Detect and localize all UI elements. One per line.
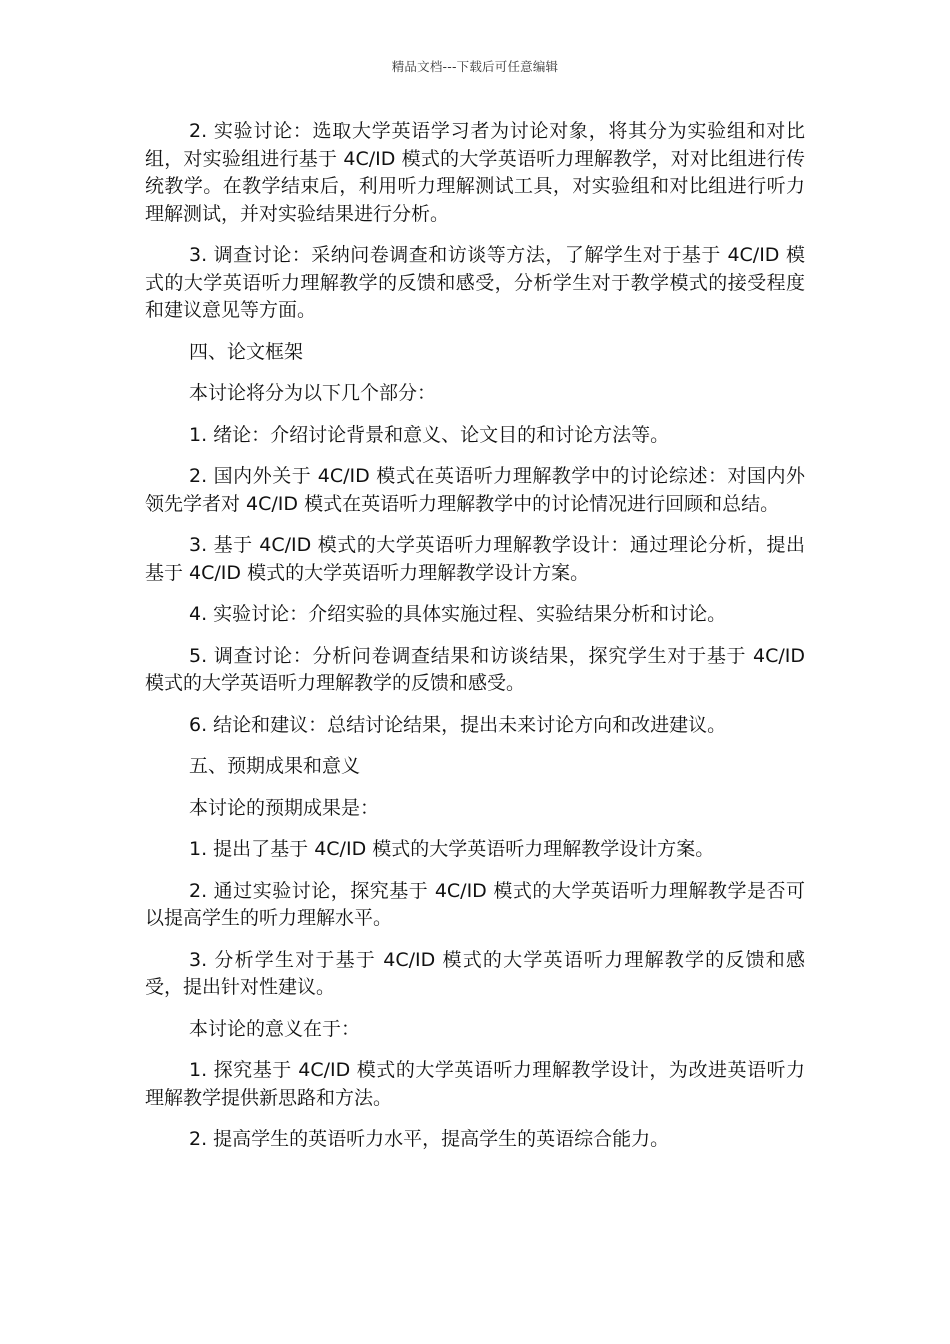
paragraph-experiment-study: 2. 实验讨论：选取大学英语学习者为讨论对象，将其分为实验组和对比组，对实验组进行基于 4C/ID 模式的大学英语听力理解教学，对对比组进行传统教学。在教学结束后，利用听力理解测试工具，对实验组和对比组进行听力理解测试，并对实验结果进行分析。 [145,120,805,225]
paragraph-survey-study: 3. 调查讨论：采纳问卷调查和访谈等方法，了解学生对于基于 4C/ID 模式的大学英语听力理解教学的反馈和感受，分析学生对于教学模式的接受程度和建议意见等方面。 [145,244,805,321]
section-heading-thesis-framework: 四、论文框架 [189,340,304,363]
paragraph-expected-intro: 本讨论的预期成果是： [189,796,380,819]
paragraph-framework-item-1: 1. 绪论：介绍讨论背景和意义、论文目的和讨论方法等。 [189,423,670,446]
paragraph-framework-item-2: 2. 国内外关于 4C/ID 模式在英语听力理解教学中的讨论综述：对国内外领先学者对 4C/ID 模式在英语听力理解教学中的讨论情况进行回顾和总结。 [145,465,805,515]
section-heading-expected-results: 五、预期成果和意义 [189,755,361,777]
page-header-watermark: 精品文档---下载后可任意编辑 [391,59,559,74]
paragraph-framework-item-3: 3. 基于 4C/ID 模式的大学英语听力理解教学设计：通过理论分析，提出基于 4C/ID 模式的大学英语听力理解教学设计方案。 [145,534,805,584]
paragraph-significance-item-2: 2. 提高学生的英语听力水平，提高学生的英语综合能力。 [189,1128,670,1150]
paragraph-significance-intro: 本讨论的意义在于： [189,1017,361,1040]
paragraph-expected-item-1: 1. 提出了基于 4C/ID 模式的大学英语听力理解教学设计方案。 [189,838,715,860]
paragraph-framework-item-4: 4. 实验讨论：介绍实验的具体实施过程、实验结果分析和讨论。 [189,603,727,625]
paragraph-framework-intro: 本讨论将分为以下几个部分： [189,382,437,404]
paragraph-expected-item-3: 3. 分析学生对于基于 4C/ID 模式的大学英语听力理解教学的反馈和感受，提出针对性建议。 [145,948,805,998]
document-body [145,118,805,1168]
paragraph-expected-item-2: 2. 通过实验讨论，探究基于 4C/ID 模式的大学英语听力理解教学是否可以提高学生的听力理解水平。 [145,879,805,929]
paragraph-significance-item-1: 1. 探究基于 4C/ID 模式的大学英语听力理解教学设计，为改进英语听力理解教学提供新思路和方法。 [145,1059,805,1109]
paragraph-framework-item-6: 6. 结论和建议：总结讨论结果，提出未来讨论方向和改进建议。 [189,713,727,736]
paragraph-framework-item-5: 5. 调查讨论：分析问卷调查结果和访谈结果，探究学生对于基于 4C/ID 模式的大学英语听力理解教学的反馈和感受。 [145,644,805,694]
